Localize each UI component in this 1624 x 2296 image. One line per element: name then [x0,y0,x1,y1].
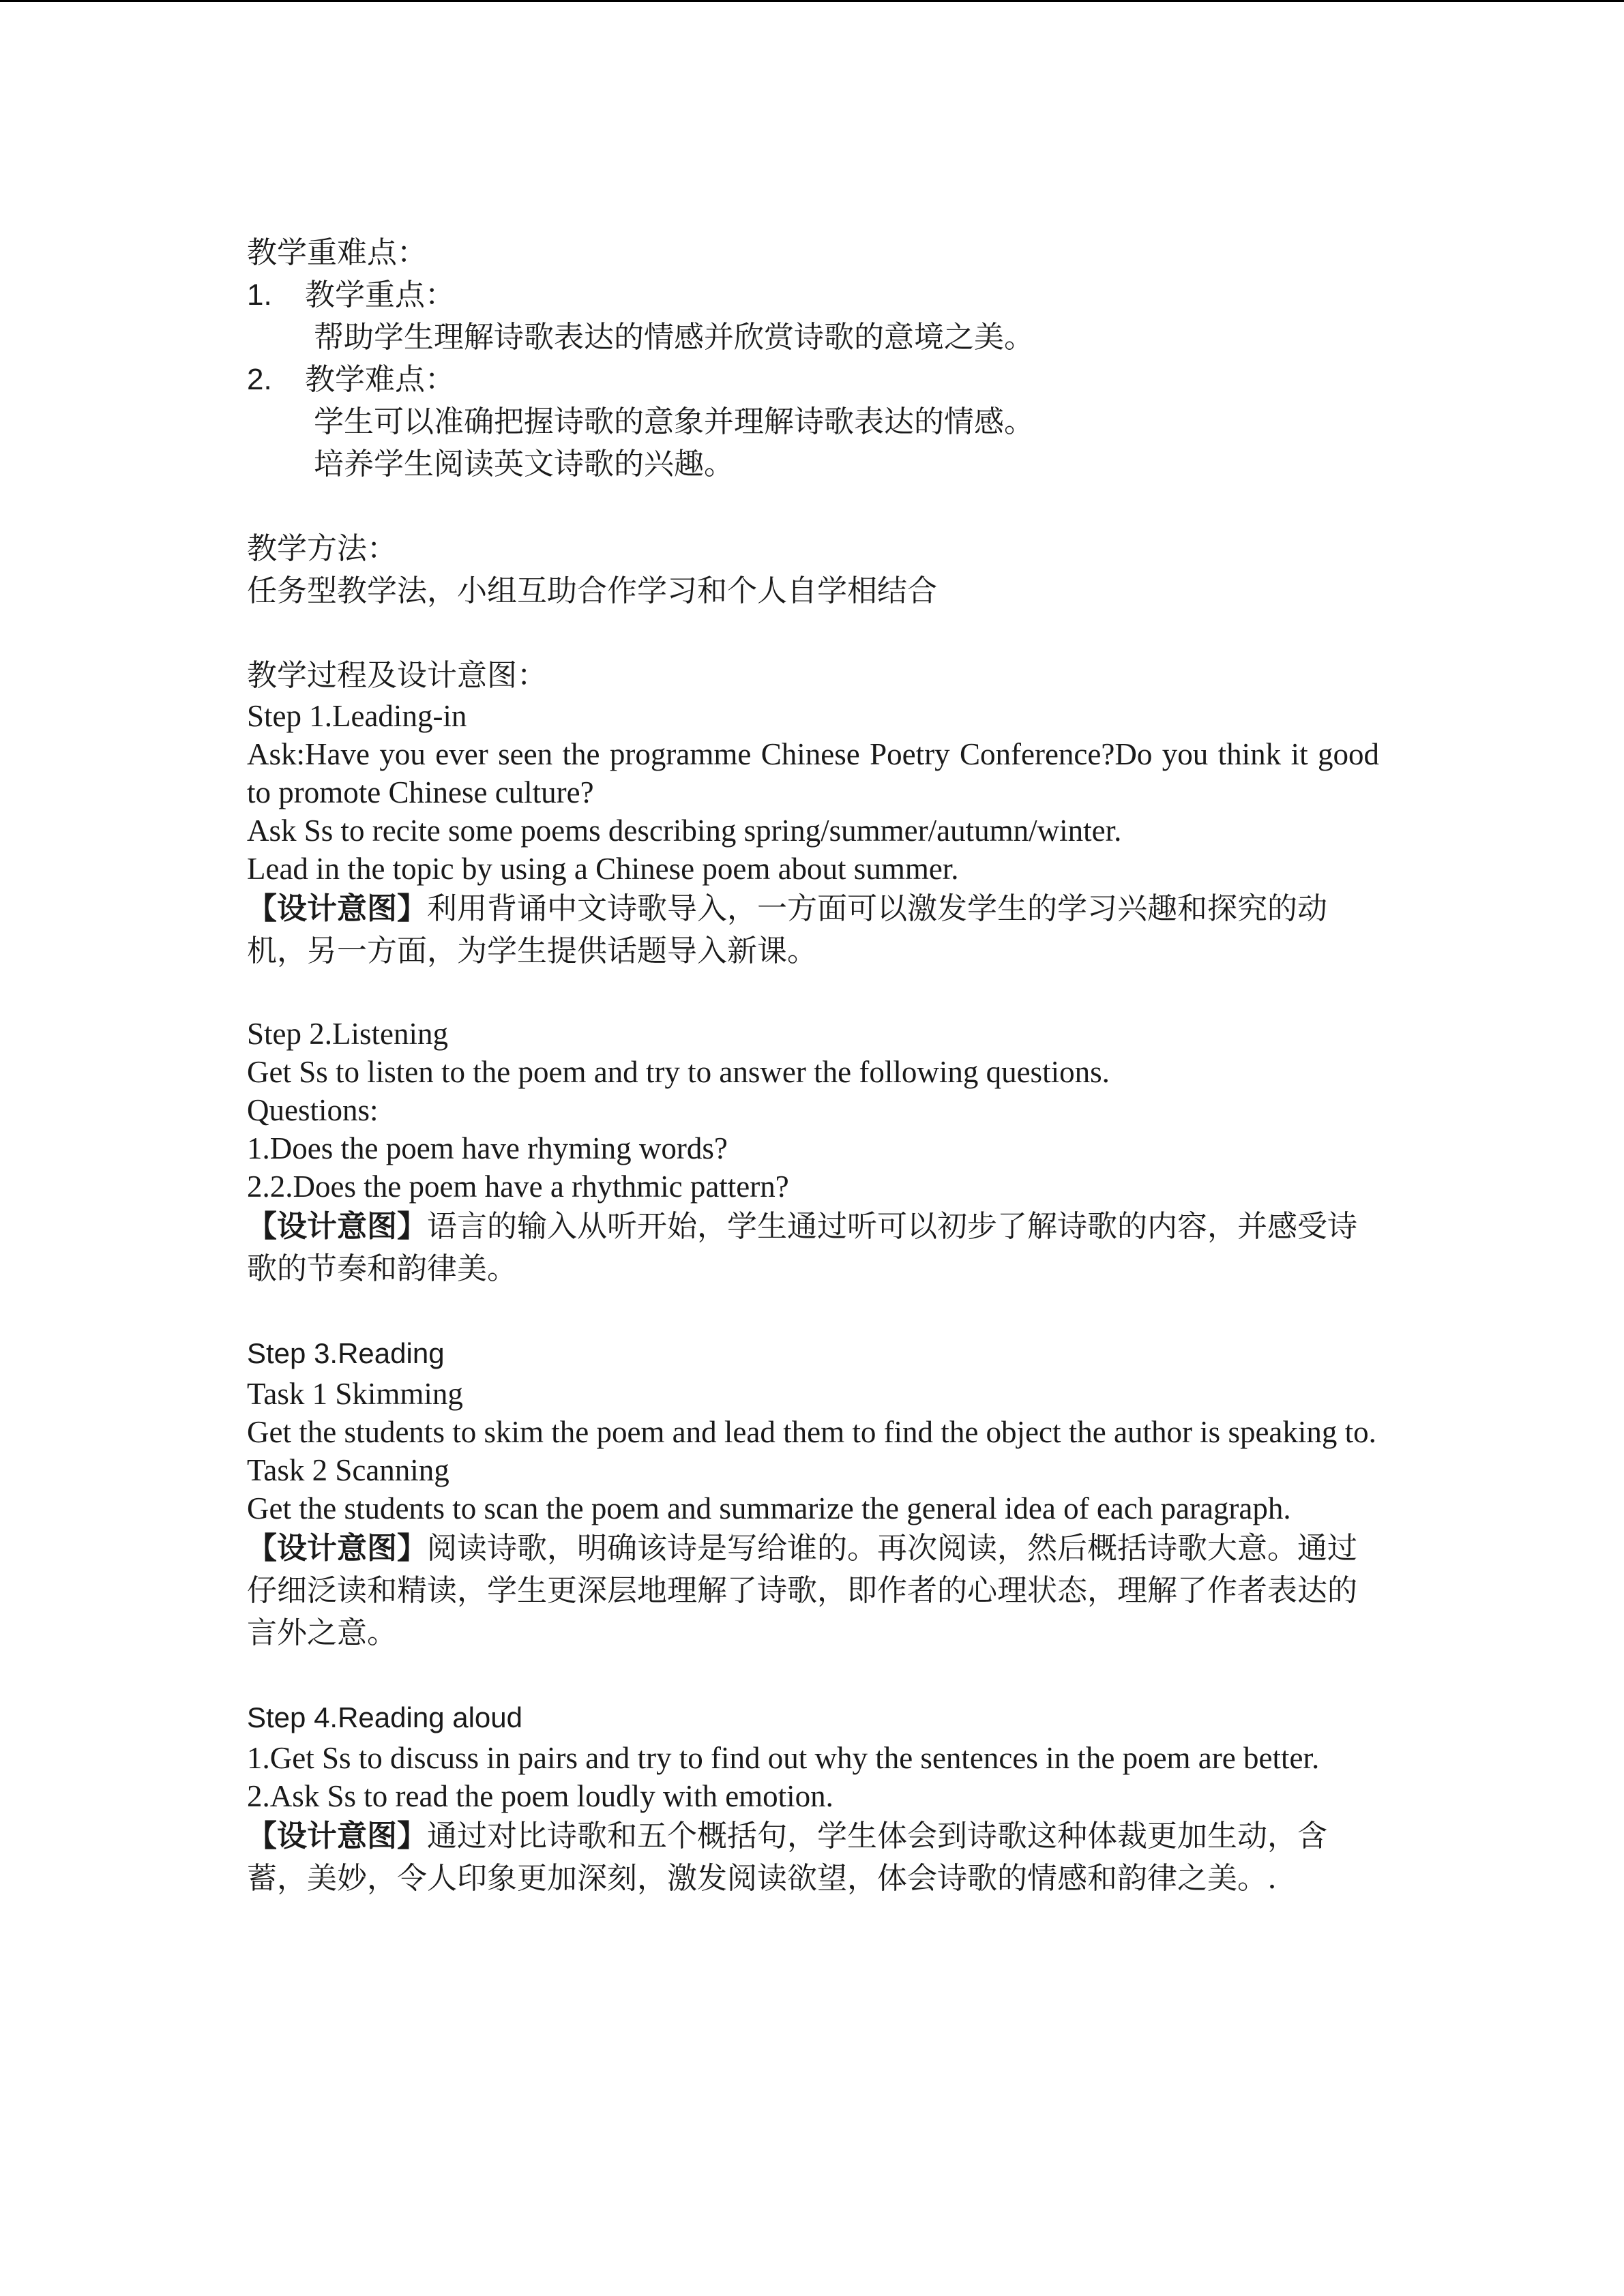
step2-intent [247,1206,1379,1290]
step1-line: Ask Ss to recite some poems describing spring/summer/autumn/winter. [247,814,1122,848]
list-item-difficulty [247,359,1379,401]
step4-line: 2.Ask Ss to read the poem loudly with emotion. [247,1779,833,1813]
step4-title: Step 4.Reading aloud [247,1701,522,1733]
list-item-title: 教学难点： [305,362,455,397]
methods-heading: 教学方法： [247,531,397,566]
intent-text: 通过对比诗歌和五个概括句，学生体会到诗歌这种体裁更加生动，含蓄，美妙，令人印象更加深刻，激发阅读欲望，体会诗歌的情感和韵律之美。. [247,1819,1327,1896]
key-point-text: 帮助学生理解诗歌表达的情感并欣赏诗歌的意境之美。 [314,320,1034,355]
step4-intent [247,1815,1379,1900]
intent-text: 阅读诗歌，明确该诗是写给谁的。再次阅读，然后概括诗歌大意。通过仔细泛读和精读，学生更深层地理解了诗歌，即作者的心理状态，理解了作者表达的言外之意。 [247,1531,1357,1650]
list-number: 2. [247,363,272,396]
intent-label: 【设计意图】 [247,891,427,926]
step3-task2-text: Get the students to scan the poem and summarize the general idea of each paragraph. [247,1491,1291,1525]
step1-title: Step 1.Leading-in [247,699,467,733]
difficulty-text: 学生可以准确把握诗歌的意象并理解诗歌表达的情感。 [314,404,1034,439]
step1-line: Lead in the topic by using a Chinese poem about summer. [247,852,959,886]
page-top-border [0,0,1624,2]
step2-line: Get Ss to listen to the poem and try to answer the following questions. [247,1055,1110,1089]
step4-line: 1.Get Ss to discuss in pairs and try to find out why the sentences in the poem are better. [247,1741,1320,1775]
step1-intent [247,888,1379,972]
process-heading: 教学过程及设计意图： [247,658,547,693]
step2-line: 2.2.Does the poem have a rhythmic pattern? [247,1169,789,1204]
step3-intent [247,1527,1379,1654]
list-number: 1. [247,278,272,312]
intent-text: 语言的输入从听开始，学生通过听可以初步了解诗歌的内容，并感受诗歌的节奏和韵律美。 [247,1209,1357,1286]
methods-text: 任务型教学法，小组互助合作学习和个人自学相结合 [247,573,937,608]
list-item-key-point [247,274,1379,316]
step2-line: Questions: [247,1093,379,1127]
difficulty-text: 培养学生阅读英文诗歌的兴趣。 [314,447,734,481]
step3-task1-text: Get the students to skim the poem and lead them to find the object the author is speaking to. [247,1415,1376,1449]
step2-title: Step 2.Listening [247,1017,448,1051]
intent-text: 利用背诵中文诗歌导入，一方面可以激发学生的学习兴趣和探究的动机，另一方面，为学生提供话题导入新课。 [247,891,1327,968]
intent-label: 【设计意图】 [247,1819,427,1853]
key-points-heading: 教学重难点： [247,235,427,270]
list-item-title: 教学重点： [305,278,455,312]
intent-label: 【设计意图】 [247,1531,427,1566]
step3-task1-title: Task 1 Skimming [247,1377,463,1411]
intent-label: 【设计意图】 [247,1209,427,1244]
step3-task2-title: Task 2 Scanning [247,1453,449,1487]
step2-line: 1.Does the poem have rhyming words? [247,1131,728,1165]
step1-line: Ask:Have you ever seen the programme Chinese Poetry Conference?Do you think it good to promote Chinese culture? [247,737,1379,809]
step3-title: Step 3.Reading [247,1337,445,1369]
document-page [247,232,1379,1900]
